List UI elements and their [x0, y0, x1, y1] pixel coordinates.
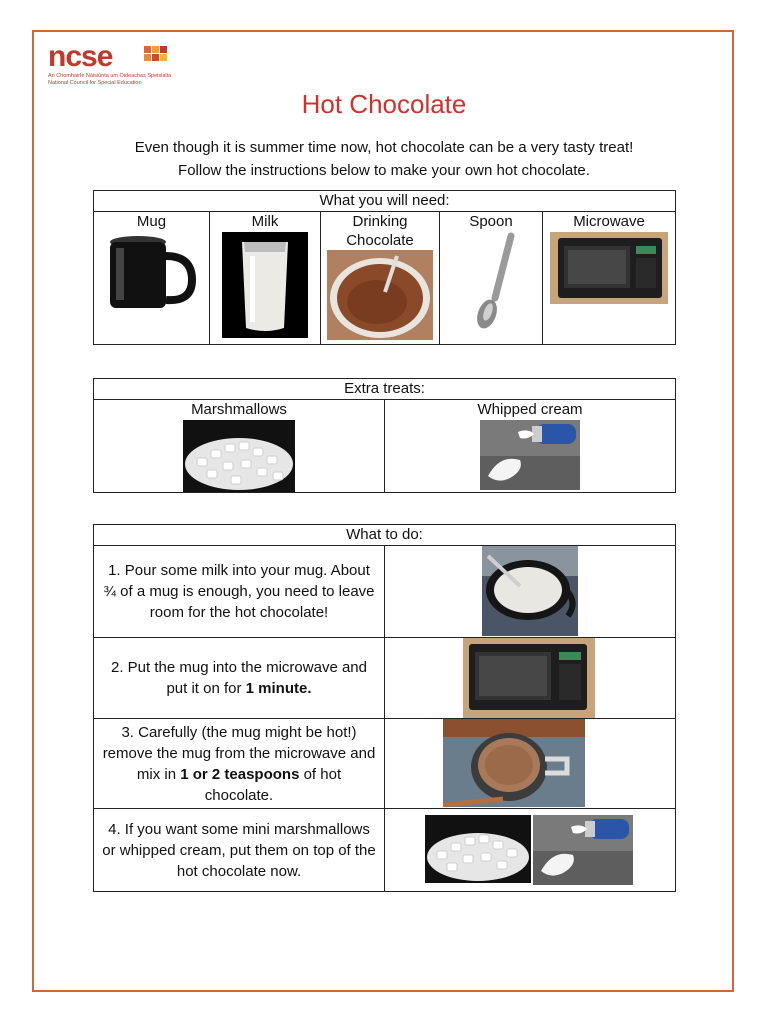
spoon-icon [461, 232, 521, 330]
step-3-text [94, 719, 385, 809]
need-item-label: Spoon [469, 213, 513, 230]
microwave-icon [550, 232, 668, 304]
step-2-image-cell [385, 638, 676, 719]
microwave-icon [463, 638, 595, 718]
need-item-microwave [543, 212, 676, 345]
need-item-label: Microwave [573, 213, 645, 230]
step-2-text-part: 2. Put the mug into the microwave and put it on for [111, 659, 367, 697]
logo-wordmark: ncse [48, 40, 113, 73]
intro-line-2: Follow the instructions below to make your own hot chocolate. [178, 162, 590, 179]
treat-marshmallows [94, 400, 385, 493]
step-3-emphasis: 1 or 2 teaspoons [180, 765, 300, 783]
logo-square [152, 54, 159, 61]
intro-text [80, 136, 688, 182]
whipped-cream-icon [533, 815, 633, 885]
need-header: What you will need: [94, 191, 676, 212]
step-2-emphasis: 1 minute. [245, 680, 312, 697]
need-item-mug [94, 212, 210, 345]
step-1-image-cell [385, 546, 676, 638]
extra-treats-table [93, 378, 676, 493]
logo-english-name: National Council for Special Education [48, 80, 142, 86]
milk-glass-icon [222, 232, 308, 338]
logo-square [144, 46, 151, 53]
ncse-logo [48, 42, 173, 86]
logo-square [144, 54, 151, 61]
page-title: Hot Chocolate [301, 89, 467, 119]
logo-square [160, 54, 167, 61]
logo-square [152, 46, 159, 53]
cocoa-powder-icon [327, 250, 433, 340]
treat-label: Marshmallows [191, 401, 287, 418]
step-1-text: 1. Pour some milk into your mug. About ¾ of a mug is enough, you need to leave room for the hot chocolate! [94, 546, 385, 638]
mug-icon [104, 234, 200, 314]
intro-line-1: Even though it is summer time now, hot chocolate can be a very tasty treat! [134, 139, 634, 156]
step-4-text: 4. If you want some mini marshmallows or whipped cream, put them on top of the hot chocolate now. [94, 809, 385, 892]
need-item-spoon [440, 212, 543, 345]
treats-header: Extra treats: [94, 379, 676, 400]
need-item-label: Milk [251, 213, 279, 230]
logo-irish-name: An Chomhairle Náisiúnta um Oideachas Speisialta [48, 73, 172, 79]
marshmallows-icon [183, 420, 295, 492]
todo-header: What to do: [94, 525, 676, 546]
need-item-milk [210, 212, 321, 345]
need-item-label: Drinking Chocolate [346, 213, 414, 249]
what-to-do-table [93, 524, 676, 892]
step-2-text [94, 638, 385, 719]
treat-label: Whipped cream [477, 401, 583, 418]
whipped-cream-icon [480, 420, 580, 490]
treat-whipped-cream [385, 400, 676, 493]
hot-chocolate-mug-icon [443, 719, 585, 807]
need-item-drinking-chocolate [321, 212, 440, 345]
step-4-image-cell [385, 809, 676, 892]
step-3-text-part: 3. Carefully (the mug might be hot!) remove the mug from the microwave and mix in [102, 723, 376, 783]
what-you-need-table [93, 190, 676, 345]
need-item-label: Mug [136, 213, 167, 230]
step-3-text-part: of hot chocolate. [204, 765, 342, 804]
mug-with-milk-icon [482, 546, 578, 636]
logo-square [160, 46, 167, 53]
step-3-image-cell [385, 719, 676, 809]
marshmallows-icon [425, 815, 531, 883]
